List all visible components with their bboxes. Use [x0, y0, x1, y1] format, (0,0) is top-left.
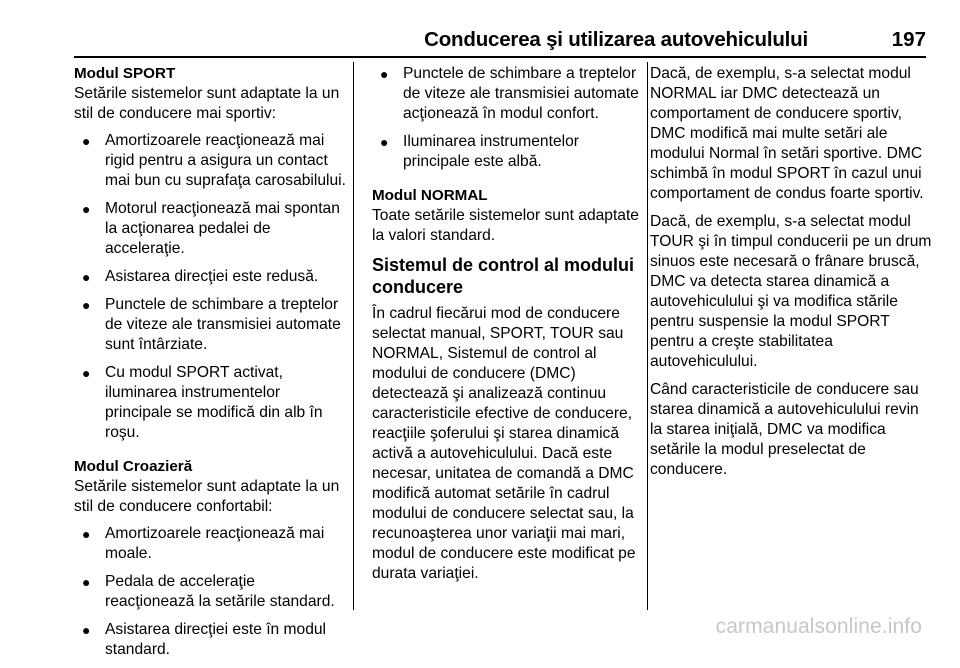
bullet-icon: ●: [82, 269, 91, 285]
column-divider: [353, 62, 354, 610]
bullet-icon: ●: [82, 526, 91, 542]
croaziera-intro: Setările sistemelor sunt adaptate la un stil de conducere confortabil:: [74, 478, 340, 515]
sport-intro: Setările sistemelor sunt adaptate la un stil de conducere mai sportiv:: [74, 85, 340, 122]
list-item: [74, 295, 346, 355]
list-item: [372, 64, 640, 124]
column-3: [650, 64, 932, 488]
page-number: 197: [891, 28, 926, 51]
column-divider: [647, 62, 648, 610]
list-item-text: Motorul reacţionează mai spontan la acţionarea pedalei de acceleraţie.: [105, 200, 340, 257]
column-1: [74, 64, 346, 668]
list-item-text: Pedala de acceleraţie reacţionează la setările standard.: [105, 573, 335, 610]
dmc-paragraph: În cadrul fiecărui mod de conducere selectat manual, SPORT, TOUR sau NORMAL, Sistemul de control al modului de conducere (DMC) detectează şi analizează continuu caracteristicile efective de conducere, reacţiile şoferului şi starea dinamică activă a autovehiculului. Dacă este necesar, unitatea de comandă a DMC modifică automat setările în cadrul modului de conducere selectat sau, la recunoaşterea unor variaţii mai mari, modul de conducere este modificat pe durata variaţiei.: [372, 305, 636, 582]
list-item-text: Amortizoarele reacţionează mai moale.: [105, 525, 325, 562]
bullet-icon: ●: [82, 201, 91, 217]
page-header: [74, 22, 926, 58]
bullet-icon: ●: [82, 297, 91, 313]
bullet-icon: ●: [82, 622, 91, 638]
list-item: [74, 131, 346, 191]
list-item-text: Asistarea direcţiei este în modul standard.: [105, 621, 327, 658]
list-item-text: Cu modul SPORT activat, iluminarea instrumentelor principale se modifică din alb în roşu.: [105, 364, 323, 441]
list-item: [74, 524, 346, 564]
watermark: carmanualsonline.info: [715, 615, 922, 638]
list-item-text: Iluminarea instrumentelor principale este albă.: [403, 133, 579, 170]
bullet-icon: ●: [380, 134, 389, 150]
croaziera-list: [74, 524, 346, 660]
column-2: [372, 64, 640, 592]
bullet-icon: ●: [380, 66, 389, 82]
subheading-normal: Modul NORMAL: [372, 187, 488, 204]
list-item-text: Punctele de schimbare a treptelor de viteze ale transmisiei automate acţionează în modul confort.: [403, 65, 639, 122]
bullet-icon: ●: [82, 574, 91, 590]
section-title: Sistemul de control al modului conducere: [372, 255, 635, 297]
subheading-sport: Modul SPORT: [74, 65, 176, 82]
list-item: [74, 363, 346, 443]
list-item-text: Asistarea direcţiei este redusă.: [105, 268, 319, 285]
normal-text: Toate setările sistemelor sunt adaptate la valori standard.: [372, 207, 639, 244]
list-item: [372, 132, 640, 172]
list-item-text: Punctele de schimbare a treptelor de viteze ale transmisiei automate sunt întârziate.: [105, 296, 341, 353]
sport-list: [74, 131, 346, 443]
paragraph: Dacă, de exemplu, s-a selectat modul NORMAL iar DMC detectează un comportament de conducere sportiv, DMC modifică mai multe setări ale modului Normal în setări sportive. DMC schimbă în modul SPORT în cazul unui comportament de condus foarte sportiv.: [650, 65, 924, 202]
list-item: [74, 199, 346, 259]
subheading-croaziera: Modul Croazieră: [74, 458, 193, 475]
bullet-icon: ●: [82, 133, 91, 149]
continued-list: [372, 64, 640, 172]
paragraph: Când caracteristicile de conducere sau starea dinamică a autovehiculului revin la starea iniţială, DMC va modifica setările la modul preselectat de conducere.: [650, 381, 919, 478]
page-title: Conducerea şi utilizarea autovehiculului: [424, 28, 808, 51]
bullet-icon: ●: [82, 365, 91, 381]
paragraph: Dacă, de exemplu, s-a selectat modul TOUR şi în timpul conducerii pe un drum sinuos este necesară o frânare bruscă, DMC va detecta starea dinamică a autovehiculului şi va modifica stările pentru suspensie la modul SPORT pentru a creşte stabilitatea autovehiculului.: [650, 213, 932, 370]
list-item: [74, 572, 346, 612]
list-item: [74, 267, 346, 287]
list-item: [74, 620, 346, 660]
list-item-text: Amortizoarele reacţionează mai rigid pentru a asigura un contact mai bun cu suprafaţa carosabilului.: [105, 132, 346, 189]
